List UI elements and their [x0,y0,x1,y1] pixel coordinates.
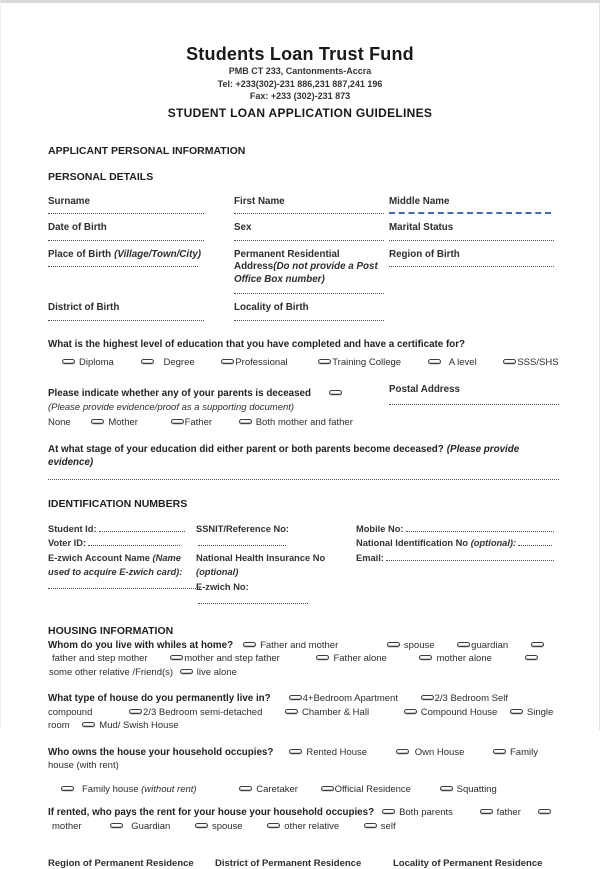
fill-line [234,315,384,321]
label-district-of-permanent-residence: District of Permanent Residence [215,858,393,869]
option-label: Diploma [79,357,114,368]
checkbox-icon[interactable] [316,655,329,660]
parents-deceased-note: (Please provide evidence/proof as a supporting document) [48,401,389,414]
fill-line [389,399,559,405]
option-mother-alone: mother alone [436,653,491,664]
option-label: Degree [164,357,195,368]
checkbox-icon[interactable] [239,419,252,424]
checkbox-icon[interactable] [289,695,302,700]
fill-line [48,315,204,321]
option-sss-shs [503,357,558,368]
option-single-room: Single room [48,707,553,732]
section-heading-applicant-personal-information: APPLICANT PERSONAL INFORMATION [48,145,559,157]
housing-q3-row2 [48,783,559,797]
fill-line [48,235,204,241]
checkbox-icon[interactable] [243,642,256,647]
checkbox-icon[interactable] [221,359,234,364]
identification-col-3 [356,522,559,609]
field-nhis-no: National Health Insurance No (optional) [196,551,356,580]
option-none-label: None [48,417,71,428]
fill-line [386,554,554,561]
field-label-note: (optional): [471,538,516,548]
option-caretaker: Caretaker [256,784,298,795]
option-live-alone: live alone [197,667,237,678]
checkbox-icon[interactable] [289,749,302,754]
option-degree [141,357,195,368]
field-middle-name [389,196,559,215]
option-mother-pays: mother [52,821,82,832]
option-spouse: spouse [404,640,435,651]
checkbox-icon[interactable] [91,419,104,424]
field-label-note: (Do not provide a Post Office Box number) [234,261,378,285]
field-locality-of-birth [234,302,389,321]
parents-deceased-left [48,383,389,430]
field-place-of-birth [48,249,234,295]
field-label: First Name [234,196,389,209]
option-spouse-pays: spouse [212,821,243,832]
org-address: PMB CT 233, Cantonments-Accra [1,66,599,78]
option-mother: Mother [108,417,138,428]
org-telephone: Tel: +233(302)-231 886,231 887,241 196 [1,79,599,91]
option-father-step-mother: father and step mother [52,653,148,664]
option-mud-swish-house: Mud/ Swish House [99,720,178,731]
field-student-id: Student Id: [48,522,196,537]
housing-q1 [48,639,559,680]
option-label: A level [449,357,477,368]
checkbox-icon[interactable] [428,359,441,364]
housing-q3 [48,746,559,773]
option-rented-house: Rented House [306,747,367,758]
housing-q3-question: Who owns the house your household occupies? [48,747,273,758]
checkbox-icon[interactable] [538,809,551,814]
option-chamber-and-hall: Chamber & Hall [302,707,369,718]
field-label: District of Birth [48,302,234,315]
checkbox-icon[interactable] [480,809,493,814]
option-4-bedroom-apartment: 4+Bedroom Apartment [303,693,398,704]
checkbox-icon[interactable] [404,709,417,714]
field-sex [234,222,389,241]
checkbox-icon[interactable] [82,722,95,727]
option-own-house: Own House [415,747,465,758]
checkbox-icon[interactable] [61,786,74,791]
empty-cell [389,302,559,321]
checkbox-icon[interactable] [510,709,523,714]
fill-line [234,235,384,241]
fill-line-blue [389,209,551,214]
field-national-id-no: National Identification No (optional): [356,536,559,551]
option-guardian: guardian [471,640,508,651]
checkbox-icon[interactable] [493,749,506,754]
field-region-of-birth [389,249,559,295]
checkbox-icon[interactable] [318,359,331,364]
identification-col-1 [48,522,196,609]
option-other-relative-friends: some other relative /Friend(s) [49,667,173,678]
checkbox-icon[interactable] [267,823,280,828]
checkbox-icon[interactable] [421,695,434,700]
field-marital-status [389,222,559,241]
fill-line [406,525,554,532]
field-permanent-residential-address [234,249,389,295]
option-2-3-bedroom-self-compound: 2/3 Bedroom Self compound [48,693,508,718]
postal-address-field [389,383,559,430]
checkbox-icon[interactable] [180,669,193,674]
option-family-house-with-rent: Family house (with rent) [48,747,538,772]
option-mother-step-father: mother and step father [184,653,280,664]
checkbox-icon[interactable] [440,786,453,791]
field-ezwich-account-name: E-zwich Account Name (Name used to acquire E-zwich card): [48,551,198,589]
field-label: Region of Birth [389,249,559,262]
deceased-stage-question: At what stage of your education did either parent or both parents become deceased? (Please provide evidence) [48,443,559,469]
field-label: Sex [234,222,389,235]
parents-deceased-block [48,383,559,430]
fill-line-full-width [48,477,559,480]
fill-line [48,583,200,589]
option-father-and-mother: Father and mother [260,640,338,651]
field-label: Surname [48,196,234,209]
checkbox-icon[interactable] [110,823,123,828]
personal-details-grid [48,196,559,321]
field-district-of-birth [48,302,234,321]
checkbox-icon[interactable] [141,359,154,364]
label-region-of-permanent-residence: Region of Permanent Residence [48,858,215,869]
fill-line [234,288,384,294]
option-training-college [318,357,401,368]
option-professional [221,357,287,368]
checkbox-icon[interactable] [321,786,334,791]
option-official-residence: Official Residence [335,784,411,795]
field-ezwich-no: E-zwich No: [196,580,356,609]
checkbox-icon[interactable] [531,642,544,647]
field-surname [48,196,234,215]
section-heading-personal-details: PERSONAL DETAILS [48,171,559,183]
education-question: What is the highest level of education that you have completed and have a certificate for? [48,338,559,351]
field-label: Postal Address [389,383,559,396]
option-both-parents: Both mother and father [256,417,353,428]
org-title: Students Loan Trust Fund [1,44,599,65]
checkbox-icon[interactable] [525,655,538,660]
checkbox-icon[interactable] [364,823,377,828]
option-label: Professional [235,357,287,368]
option-father: Father [185,417,212,428]
field-label-note: (optional) [196,567,238,577]
option-compound-house: Compound House [421,707,498,718]
education-options [48,355,559,370]
checkbox-icon[interactable] [285,709,298,714]
option-label: Training College [332,357,401,368]
section-heading-identification-numbers: IDENTIFICATION NUMBERS [48,498,559,510]
identification-grid [48,522,559,609]
org-fax: Fax: +233 (302)-231 873 [1,91,599,103]
field-label-note: (Name used to acquire E-zwich card): [48,553,182,578]
field-label: Date of Birth [48,222,234,235]
field-first-name [234,196,389,215]
checkbox-icon[interactable] [503,359,516,364]
checkbox-icon[interactable] [171,419,184,424]
document-subtitle: STUDENT LOAN APPLICATION GUIDELINES [1,106,599,120]
checkbox-icon[interactable] [129,709,142,714]
checkbox-icon[interactable] [170,655,183,660]
fill-line [198,597,308,604]
field-date-of-birth [48,222,234,241]
field-mobile-no: Mobile No: [356,522,559,537]
section-heading-housing-information: HOUSING INFORMATION [48,625,559,637]
parents-deceased-options [48,416,389,430]
fill-line [48,208,204,214]
identification-col-2 [196,522,356,609]
parents-deceased-question-line [48,383,389,401]
housing-q2 [48,692,559,733]
field-voter-id: Voter ID: [48,536,196,551]
document-header [1,44,599,120]
checkbox-icon[interactable] [457,642,470,647]
option-self-pays: self [381,821,396,832]
fill-line [389,235,554,241]
deceased-stage-block [48,443,559,480]
label-locality-of-permanent-residence: Locality of Permanent Residence [393,858,559,869]
option-label: SSS/SHS [517,357,558,368]
option-other-relative-pays: other relative [284,821,339,832]
option-both-parents: Both parents [399,807,453,818]
fill-line [389,261,554,267]
question-note: (Please provide evidence) [48,444,519,468]
checkbox-icon[interactable] [419,655,432,660]
fill-line [234,208,384,214]
checkbox-icon[interactable] [195,823,208,828]
form-content [1,145,599,869]
checkbox-icon[interactable] [387,642,400,647]
option-father-alone: Father alone [333,653,386,664]
parents-deceased-question: Please indicate whether any of your parents is deceased [48,388,311,399]
field-label: Permanent Residential Address(Do not provide a Post Office Box number) [234,249,382,287]
housing-q2-question: What type of house do you permanently live in? [48,693,271,704]
option-family-house-without-rent: Family house (without rent) [82,784,197,795]
option-father-pays: father [497,807,521,818]
fill-line [88,539,180,546]
option-diploma [62,357,114,368]
field-ssnit-reference-no: SSNIT/Reference No: [196,522,356,551]
checkbox-icon[interactable] [329,390,342,395]
field-label-note: (Village/Town/City) [114,249,201,260]
checkbox-icon[interactable] [382,809,395,814]
field-label: Marital Status [389,222,559,235]
field-label: Locality of Birth [234,302,389,315]
fill-line [518,539,552,546]
housing-q4-question: If rented, who pays the rent for your house your household occupies? [48,807,374,818]
checkbox-icon[interactable] [396,749,409,754]
option-2-3-bedroom-semi-detached: 2/3 Bedroom semi-detached [143,707,262,718]
option-guardian-pays: Guardian [131,821,170,832]
field-label: Place of Birth (Village/Town/City) [48,249,234,262]
fill-line [99,525,185,532]
option-a-level [428,357,477,368]
fill-line [198,539,286,546]
permanent-residence-row [48,858,559,869]
housing-q4 [48,806,559,833]
fill-line [48,261,198,267]
option-squatting: Squatting [457,784,497,795]
education-question-block [48,338,559,370]
field-email: Email: [356,551,559,566]
checkbox-icon[interactable] [62,359,75,364]
checkbox-icon[interactable] [239,786,252,791]
field-label: Middle Name [389,196,559,209]
housing-q1-question: Whom do you live with whiles at home? [48,640,233,651]
